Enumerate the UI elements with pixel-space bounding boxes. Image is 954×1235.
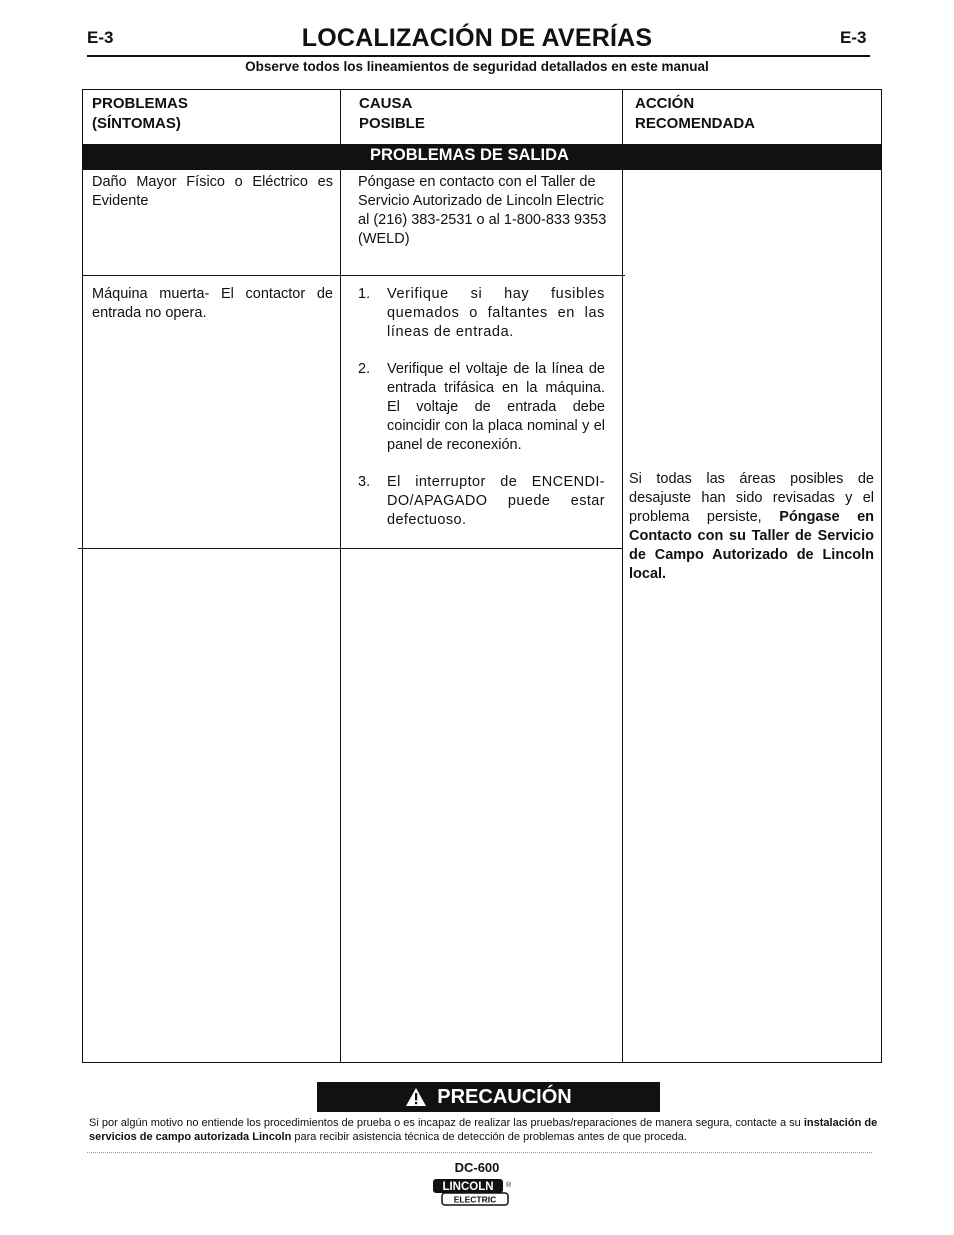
section-title: PROBLEMAS DE SALIDA — [370, 146, 569, 164]
column-header-action-line1: ACCIÓN — [635, 95, 695, 112]
column-divider-1-header — [340, 89, 341, 144]
logo-text-top: LINCOLN — [442, 1181, 494, 1193]
column-header-cause-line1: CAUSA — [359, 95, 413, 112]
column-divider-1 — [340, 170, 341, 1062]
column-header-problems — [92, 94, 188, 134]
cause-item-3-number: 3. — [358, 474, 371, 490]
title-rule — [87, 55, 870, 57]
cause-item-1-text: Verifique si hay fusibles quemados o faltantes en las líneas de entrada. — [387, 286, 605, 340]
cause-item-1-number: 1. — [358, 286, 371, 302]
row-1-problem: Daño Mayor Físico o Eléctrico es Evidente — [92, 174, 333, 209]
logo-text-bottom: ELECTRIC — [453, 1194, 497, 1205]
cause-item-2 — [358, 360, 605, 455]
recommended-action-plain: Si todas las áreas posibles de desajuste han sido revisadas y el problema persiste, — [629, 471, 874, 525]
row-2-cause-list — [358, 285, 605, 548]
page-code-right: E-3 — [840, 28, 867, 47]
logo-registered-mark: ® — [506, 1182, 512, 1189]
column-header-cause — [359, 94, 425, 134]
page-subtitle: Observe todos los lineamientos de seguridad detallados en este manual — [245, 59, 709, 74]
row-divider-2 — [78, 548, 622, 549]
column-header-problems-line2: (SÍNTOMAS) — [92, 115, 181, 132]
caution-label: PRECAUCIÓN — [437, 1085, 572, 1108]
page-code-left: E-3 — [87, 28, 114, 47]
model-label: DC-600 — [454, 1160, 500, 1175]
footer-divider — [87, 1152, 872, 1153]
page-title: LOCALIZACIÓN DE AVERÍAS — [301, 24, 653, 52]
cause-item-3 — [358, 473, 605, 530]
caution-text-after: para recibir asistencia técnica de detección de problemas antes de que proceda. — [294, 1131, 687, 1143]
row-1-cause: Póngase en contacto con el Taller de Servicio Autorizado de Lincoln Electric al (216) 383-2531 o al 1-800-833 9353 (WELD) — [358, 174, 607, 247]
column-header-cause-line2: POSIBLE — [359, 115, 425, 132]
cause-item-2-number: 2. — [358, 361, 371, 377]
lincoln-electric-logo — [432, 1177, 512, 1207]
column-header-action-line2: RECOMENDADA — [635, 115, 755, 132]
row-divider-1 — [82, 275, 625, 276]
warning-triangle-icon — [405, 1087, 427, 1107]
caution-banner — [317, 1082, 660, 1112]
caution-text-before: Si por algún motivo no entiende los procedimientos de prueba o es incapaz de realizar las pruebas/reparaciones de manera segura, contacte a su — [89, 1117, 801, 1129]
section-band — [82, 144, 881, 170]
caution-text-bold: instalación de servicios de campo autorizada Lincoln — [89, 1117, 878, 1143]
column-header-action — [635, 94, 755, 134]
recommended-action — [629, 470, 874, 584]
cause-item-2-text: Verifique el voltaje de la línea de entrada trifásica en la máquina. El voltaje de entrada debe coincidir con la placa nominal y el panel de reconexión. — [387, 361, 605, 453]
row-2-problem: Máquina muerta- El contactor de entrada no opera. — [92, 286, 333, 321]
column-header-problems-line1: PROBLEMAS — [92, 95, 188, 112]
column-divider-2-header — [622, 89, 623, 144]
caution-text — [89, 1116, 879, 1144]
column-divider-2 — [622, 170, 623, 1062]
cause-item-3-text: El interruptor de ENCENDI-DO/APAGADO puede estar defectuoso. — [387, 474, 605, 528]
recommended-action-bold: Póngase en Contacto con su Taller de Servicio de Campo Autorizado de Lincoln local. — [629, 509, 875, 582]
cause-item-1 — [358, 285, 605, 342]
